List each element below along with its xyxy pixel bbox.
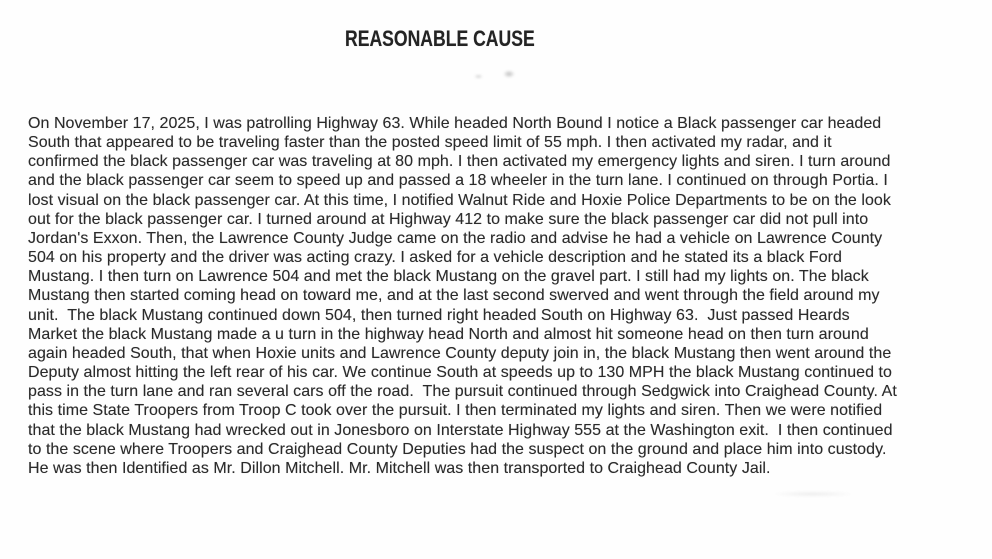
report-body: [28, 114, 982, 478]
report-line: Mustang. I then turn on Lawrence 504 and met the black Mustang on the gravel part. I still had my lights on. The black: [28, 268, 869, 286]
report-line: this time State Troopers from Troop C took over the pursuit. I then terminated my lights and siren. Then we were notified: [28, 402, 883, 420]
report-line: 504 on his property and the driver was acting crazy. I asked for a vehicle description and he stated its a black Ford: [28, 249, 842, 267]
report-line: confirmed the black passenger car was traveling at 80 mph. I then activated my emergency lights and siren. I turn around: [28, 153, 891, 171]
report-line: South that appeared to be traveling faster than the posted speed limit of 55 mph. I then activated my radar, and it: [28, 134, 832, 152]
report-line: again headed South, that when Hoxie units and Lawrence County deputy join in, the black Mustang then went around the: [28, 344, 892, 362]
report-line: to the scene where Troopers and Craighead County Deputies had the suspect on the ground and place him into custody.: [28, 440, 887, 458]
report-line: Market the black Mustang made a u turn in the highway head North and almost hit someone head on then turn around: [28, 325, 869, 343]
report-line: Jordan's Exxon. Then, the Lawrence County Judge came on the radio and advise he had a vehicle on Lawrence County: [28, 229, 883, 247]
scan-smudge: [503, 70, 515, 78]
report-line: Deputy almost hitting the left rear of his car. We continue South at speeds up to 130 MPH the black Mustang continued to: [28, 364, 892, 382]
report-line: He was then Identified as Mr. Dillon Mitchell. Mr. Mitchell was then transported to Craighead County Jail.: [28, 459, 771, 477]
report-line: unit. The black Mustang continued down 504, then turned right headed South on Highway 63. Just passed Heards: [28, 306, 850, 324]
report-line: that the black Mustang had wrecked out in Jonesboro on Interstate Highway 555 at the Washington exit. I then continued: [28, 421, 893, 439]
report-line: On November 17, 2025, I was patrolling Highway 63. While headed North Bound I notice a Black passenger car headed: [28, 115, 882, 132]
document-title: REASONABLE CAUSE: [345, 26, 535, 51]
report-line: out for the black passenger car. I turned around at Highway 412 to make sure the black passenger car did not pull into: [28, 210, 869, 228]
report-line: pass in the turn lane and ran several cars off the road. The pursuit continued through Sedgwick into Craighead County. At: [28, 383, 897, 401]
report-line: and the black passenger car seem to speed up and passed a 18 wheeler in the turn lane. I continued on through Portia. I: [28, 172, 888, 190]
scan-smudge: [474, 74, 483, 79]
report-line: lost visual on the black passenger car. At this time, I notified Walnut Ride and Hoxie Police Departments to be on the look: [28, 191, 891, 209]
scan-smudge: [773, 491, 853, 497]
report-line: Mustang then started coming head on toward me, and at the last second swerved and went through the field around my: [28, 287, 880, 305]
